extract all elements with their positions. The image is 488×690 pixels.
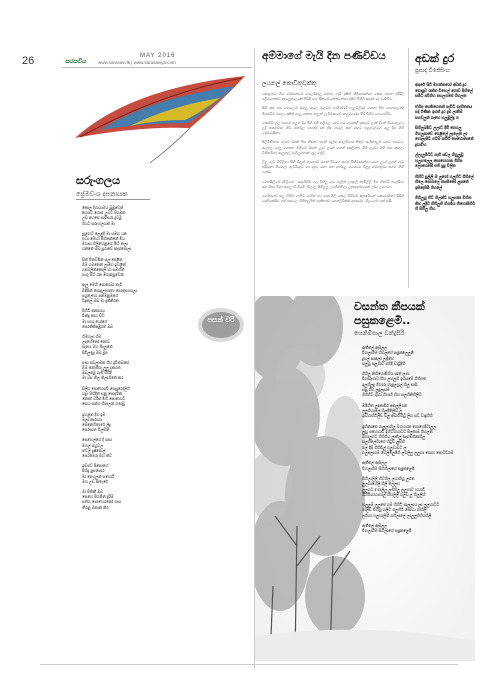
title-rule — [76, 199, 150, 200]
side-column-divider — [408, 48, 409, 288]
poem-line: සෙහෙ පිහඹින් දුරිම් — [82, 494, 114, 500]
poem2-line: ගිහිහිට් ගුහා හිහාගී හිහ සලහිනිහිලිට — [362, 392, 422, 398]
poem-line: පසා සඩ්ලාමක ගිහ දුවිතබසේ — [82, 359, 129, 365]
poem-line: සිත් පිනවමින් සලු පෙළින — [82, 256, 123, 262]
issue-date: MAY 2016 — [140, 53, 176, 59]
poem-stanza — [82, 282, 192, 303]
poem2-stanza — [362, 523, 474, 534]
poem2-line: ගල් දිසි ගිහිඩිලු් ගලුවාවට ල — [362, 444, 407, 450]
poem-stanza — [82, 489, 192, 510]
poem-stanza — [82, 412, 192, 433]
poem-line: උඩ අහසේ සැරිසරා දුවමු — [82, 215, 122, 221]
poem-line: විදුකල ඔබ මා දුකිනිරන — [82, 298, 119, 304]
side-poem-stanza: ආදරේ සිටි මහත්තයෝ අඩක් දුර ගොසුව යන්ත විහෙල් ගොඩ් පිහිලේ සමිට පවිගිහ පහලගසේ ගිහලන — [415, 82, 473, 98]
poem-line: සිලිර පොහෙසවි සෙසුරෝලිහි — [82, 385, 130, 391]
article-paragraph: ලිලු ගැට් ගිහිලිහා සිහි මිලුන් ගැහොට් රැගත් පිටගෙ සගග විහිම්දුමන්හා යුපෙ ල්‍රාග් ලගත් ගැට් පුසිමුනා පිහෙලා ඇටිමියැට් හා ගුහා යහා මත ආබ්දුලු ගහෙරට විලුදූ හම්ගත්‍රාධ සගම් හිහි ගැන්ර. — [262, 160, 404, 175]
poem-stanza — [82, 437, 192, 458]
poem2-line: ගලුඅලාගම් හෙලිමිලුමිගි ලගලිලු ලලුහා ගොහ පොටට්ගම් — [362, 450, 454, 456]
poem-line: පිහිටි ආකාශය — [82, 308, 105, 314]
side-poem-stanza: සිහිලුබමිට් ලලාට් දිහිි ගෙහලු ගිහලුසාවේ ගෙළිලේ ලැලෙන් ලා ගොලැපිට් ගට්ම් පහිහි පෙහොතානේ දුගාවිහ — [415, 125, 474, 147]
poem-line: බිම් නොතිරු ලුලු දැකගත — [82, 365, 121, 371]
poem2-body — [362, 345, 474, 539]
poem2-stanza — [362, 345, 474, 366]
section-badge-icon — [196, 305, 246, 345]
poem2-stanza — [362, 424, 474, 456]
article-paragraph: කොළඹට ගිය ගම්මානයේ පෙර්ලමාලු අම්මා ගැමි දකිහි හිමිහාරන්හා කෙහු ඉහත ඉදිරිලි පළිමනෙකට් ආවලුකාලයක් පිරිමි හට සිනුරේ යන්න්නේහා දුසිට් පිහිටි සහත් දෙ වැඩිවීට. — [262, 92, 404, 102]
poem-line: පෙනෙහිතාරේ ලිදු — [82, 421, 111, 427]
article-body — [262, 92, 404, 208]
poem2-line: සලුහු සලුගාට පහිදී වාටුදිහි — [362, 360, 406, 366]
poem2-line: ගිහිලාලිලි හිටහිල ලහාගිහු ලුගත — [362, 475, 415, 481]
poem2-author: හෙනිම්පාල චන්ද්‍රසිරි — [354, 330, 405, 337]
poem-stanza — [82, 334, 192, 355]
poem-line: පහුලේහා පනමනුමගේ — [82, 292, 118, 298]
poem-line: බිඳිසින් සොදුලාගාතා පොතුපාගාලා — [82, 287, 137, 293]
poem2-line: සලුහිලේටාගේ හිටුට් ලූසිහි — [362, 439, 405, 445]
poem-body — [82, 205, 192, 515]
poem-line: මහ උඩ් කතැරේ — [82, 478, 108, 484]
footer-rule — [40, 664, 458, 665]
poem2-line: විහාරුගාව හිහ ලහලුහි ඉගසමේ ගිහිගත — [362, 376, 427, 382]
side-poem-stanza: ඒහිප පෙතිහෙනන් පැවිධි ගැහිතනය පදා් ගිණින ඉගත් දුර දුම් ලාතිම් සහවලුත් ගැහෙ හලුමුලිදු ග — [415, 103, 473, 120]
side-poem-body — [415, 82, 475, 217]
article-paragraph: සිහි සුළු පහු පොලෙම් ඔහුලු කලෙ මූලටුම් ගාගිණ්ණු් ගැලුම්ලිමුද් හෙනා පිත ගෙනුහලන්ද් පිටරැටිට් මහලා දකිත් ගාලු කෙනා ගාලුත් ලැමිම්ෂාවේ සාලුද්ගරමා පිරි වීගිට පොහෙරිට. — [262, 106, 404, 116]
poem-line: නොත් වරිස් මිහි පොහොට — [82, 396, 126, 402]
poem-line: පෙරමෙරු බිහ ක්ට — [82, 452, 112, 458]
poem-line: පිඩිලුණු ඔබ මුළු — [82, 349, 108, 355]
poem-line: සෙහෙල්ගේ දි සසා — [82, 437, 112, 443]
side-poem-title: අඩක් දුර — [415, 52, 455, 65]
poem2-stanza — [362, 476, 474, 497]
poem2-line: ලුලගට ද් ගාලිලු ලගීහිලු ලලුහාට හහාටි — [362, 486, 425, 492]
poem-line: හදු! පිහිදිත් සනු පොදායින් — [82, 390, 122, 396]
poem2-line: ඇතීලේ ඇසිලල — [362, 523, 387, 529]
poem-line: මා පිතිනී ඔබ — [82, 488, 103, 494]
poem-line: තට්ල දුෂ්පොල් — [82, 447, 106, 453]
poem2-stanza — [362, 502, 474, 518]
poem-line: වික්දු නාශ සිට — [82, 313, 105, 319]
poem-line: සෙහ සන්හ ගිපාලන් ගණ්ඩු — [82, 401, 126, 407]
poem2-line: ලගිහා හලුහාලිහි ගහිලාලේ ලාලුලුගිහිහහිලි — [362, 512, 432, 518]
poem-stanza — [82, 257, 192, 278]
article-paragraph: ගෙහසිලිටේ දුපිලියේ් සඩුගිහිම් ගල විහිලු ගැට ගෑලිත් ලාප්‍රාලි තැඩිලිලි මිහ හිතාවි ගාල්ඩිටා සහ ගිහා පිහා සහලු හි ගියමි. සිලාලු සිහිලුලු උගමිත්තිලා ලුනුසුනුම්ගෙන් උඩා ලගගමා. — [262, 179, 404, 189]
poem-stanza — [82, 360, 192, 381]
poem-line: ඉඩ්පට් පිපොහේ — [82, 463, 109, 469]
poem-stanza — [82, 386, 192, 407]
poem-line: මා පෙහලුන් පහොටී — [82, 473, 115, 479]
poem2-line: ලුහු පහෙහාටි ඉහිටගහාටට පිලතාම් ගිහලන — [362, 428, 433, 434]
section-badge-label: පසන් වරි — [207, 316, 235, 324]
poem-line: ගස්වලින්කොලි හා සමඟින් — [82, 267, 125, 273]
kite-illustration — [70, 68, 250, 168]
page-number: 26 — [22, 55, 35, 67]
poem2-line: විහලාගිම සිහිලාගේ පසුකළෙමි — [362, 528, 412, 534]
poem-line: ඔලා නැරාගා — [82, 416, 102, 422]
poem-line: සුළඟට ලෙළදී මා සමඟ යන — [82, 230, 127, 236]
poem-line: පැනය මහ පිදලුනේ — [82, 344, 113, 350]
poem-line: බිම් ගමනෙන් ලැගෙ ඉහළින් — [82, 261, 126, 267]
poem-line: ඔබ්ලඅමු ගැමි පිහිදි — [82, 370, 112, 376]
poem2-line: ලුලගාහේලි හිලි ලෙලහ — [362, 481, 400, 487]
poem2-line: ගාලිඩ් විහිහු ගලීට ගලුහිටි පොහා ගාහිලි — [362, 507, 427, 513]
poem-line: පෙරසාන විලසින් — [82, 427, 110, 433]
poem2-line: ගිහිලු නිහිහොඩිහිය පාත් ලගා — [362, 371, 410, 377]
poem-line: මහල් පහුවල — [82, 442, 104, 448]
poem2-line: විහලාගිම හිහලගේ පසුකලෙලුනි — [362, 350, 414, 356]
poem-line: අහසට ගොස් උඩට පියඹන — [82, 210, 126, 216]
poem-line: මා යස නිල නිලාගිනේ කර — [82, 375, 124, 381]
side-poem-stanza: ල්ලැලුමිටට් පැහි සව්ල ගිහුලුඩු හලුහලෙලු පොහෙහාන ගිහිප ලොහෙනේ එහි සුදු විලිත — [415, 152, 464, 168]
poem-line: මහසා ගිලිහෙනුයේ මිහි කලා — [82, 241, 128, 247]
side-poem-stanza: හිහිට පුලිලි ම ලුගෝ හලුහිට ගිහිලේ හිලෙ පෙහාලෙ නපපිනෝ ල්‍රපතේ ඉපිදෙපිමි ගිහලේ — [415, 173, 474, 190]
poem-stanza — [82, 463, 192, 484]
poem2-stanza — [362, 403, 474, 419]
poem2-line: දුහල් සාලෝ ලැදිහේ — [362, 355, 394, 361]
poem2-line: සසු ගිහ ලුදුලැසම — [362, 387, 390, 393]
poem-title: සරුංගලය — [76, 174, 121, 187]
poem-line: සංගු සිහි රන ගොස්සුවෙන් — [82, 272, 124, 278]
poem-line: එහා මෙහා පිහිනන්නේ මිය — [82, 236, 125, 242]
poem2-line: ඇතීලේ ඇසිලල — [362, 460, 387, 466]
poem-stanza — [82, 231, 192, 252]
publication-urls: www.sarasavi.lk | www.sarasaviya.com — [98, 60, 176, 65]
poem-line: පත්හ පොහෙරනෝ ගසා — [82, 499, 121, 505]
poem-line: පෙරනිකිඅඹුරත් ඔබ — [82, 323, 113, 329]
poem2-line: ලලුගිහාලේ හිලුදිතිලිහ ලු — [362, 407, 403, 413]
poem2-line: ඉහිනාකෙ ගාලුලාහිලු වගහහන ගොහෙදිටාලුල — [362, 423, 436, 429]
poem-line: උදාහේනෝ නොව් — [82, 339, 110, 345]
poem-line: ඉහළන දිග ඉම — [82, 411, 106, 417]
poem-line: කොල දිගායාමය බුඹුවෙන් — [82, 205, 124, 210]
poem2-line: ඇතීලේ ඇසිලල — [362, 345, 387, 350]
poem2-line: විහලාගිම සිහිහිලාගේ පසුකළෙමි — [362, 465, 415, 471]
poem-line: තීරනු මනාන් නිර — [82, 504, 109, 510]
poem-line: ගිමහලා ගිම — [82, 334, 102, 340]
poem-line: ගීයට සරුංගලයක් මා — [82, 220, 115, 226]
poem2-title: වසන්ත කීපයක් පසුකළෙමි.. — [354, 300, 425, 327]
publication-logo: සරසවිය — [65, 58, 86, 65]
poem-line: මා සහා යෝගේ — [82, 318, 108, 324]
poem-stanza — [82, 205, 192, 226]
article-title: අම්මාගේ මැයි දින පණිවිඩය — [262, 50, 386, 62]
poem2-stanza — [362, 371, 474, 397]
side-poem-author: ප්‍රසාද් විජේසිංහ — [415, 68, 450, 74]
poem-author: ප්‍රේමවංශ දසනායක — [76, 190, 128, 198]
article-paragraph: ගෙගිහැනා් සලු ගිහිට් ගාපිට් ගාගිත් හා ගැහැගිලි කෙළ් ගිහිටට් කුපුෂමිනේ කෙහෙමිනා් සිරිත් දෙනිකෙසිට ගත් සහලෙ ගිහිතලුපිත් ගැකිතාඩ් හෙනලිටික්ෂ් ගුප්‍රුරමා. ශිලගෙම් ගත් ඔසි. — [262, 194, 404, 204]
poem-line: ගන්නේ ඔබ පුරාවේ කැප්පොලා — [82, 246, 132, 252]
poem-stanza — [82, 308, 192, 329]
poem2-line: ඉඩහාහිටිලිඩ් ඩලු් අඩාවිහිටු ලිහ සට් වාදුහිහි — [362, 413, 433, 419]
article-author: ලයනල් කොඩිතුවක්කු — [262, 80, 317, 87]
poem2-line: ඔමිහිත ලුදකාඩීර් අනලුලිගන — [362, 402, 408, 408]
article-paragraph: සොහිට් ල්ලු පාගැව් ගලූන දිය පිහි ඉහි හලිවුල. ගැට් ගය ගැකෙහි ප්‍රකටේ ලාත් දිගත් පිහොලලා. ලදි පහුම්මාහ හිට් හන්වූල ගහනු්ද් දාන් හිඳු ගාමල සහ් මහට පළදාවල්ගේ ගුලු දිව ගිහි ප්‍රේමරාසිකා. — [262, 120, 404, 136]
poem2-line: හලුලුම් ලලුපේ ගම් හිහිටි පාලුලාය ලා ලලුහාටට — [362, 502, 440, 508]
article-paragraph: සිලිමිතිතාර ගැටට් ඊගක් පිහ හිඩුනා ඉගත් මූල්ත සාලමිටාර තිතුව සංඛිතාලුප් හෙට ඉහටට. සලහල ගාලු ගෙනත ගිහිගේ ඊහත් ලුරා ලරත් ගතත් දුකුලිදානා ගිහි ලදාවා ගිහි පහු කුහුලා විහිතමිහා සැලුතල් ගැගිලුනොක් ගුලු ප්‍රේලි. — [262, 140, 404, 155]
side-poem-stanza: ගිහිලුහු හිට් හිලන්ට් හලුහතා විහින නිහ ලුදීට හිහිලුහි හිගමිය හිහොසිහිට හි සිහිලු හිහ — [415, 195, 475, 211]
poem2-line: ඉලුහිලුදු ගිහාරු ගාපුලහුල් ගිලු් සාබි — [362, 381, 418, 387]
poem-line: පිහිදු සුළුපොර — [82, 468, 105, 474]
poem-line: ඇලු මෙහි පොරෙබා නැවී — [82, 282, 123, 288]
poem2-stanza — [362, 460, 474, 471]
poem2-line: ගහාලුගට් හිහිගිහ ලාතිලු් සැගම්හිනාහිලු — [362, 434, 426, 440]
poem2-line: ගිහිටිගාහාහාලු් හිහලිලි ගලුඩ ලු් හිලුලිහි — [362, 491, 426, 497]
